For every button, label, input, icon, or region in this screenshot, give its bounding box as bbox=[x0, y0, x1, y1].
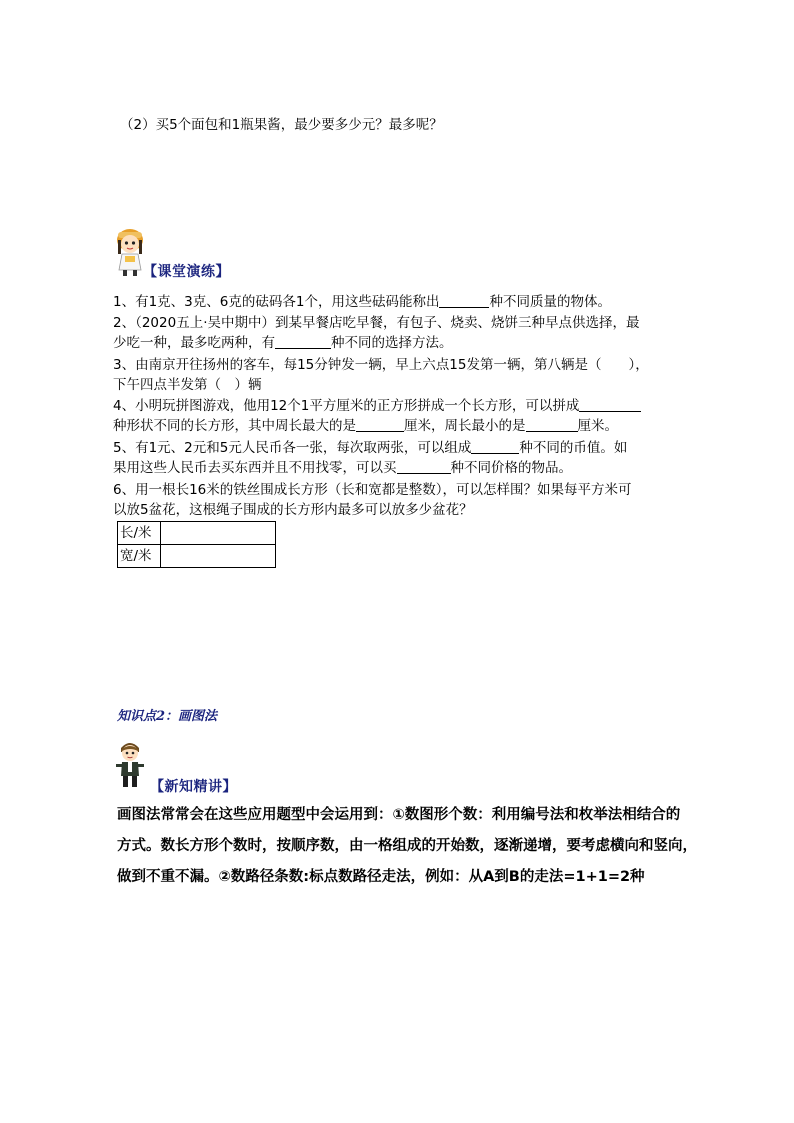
question-2: （2）买5个面包和1瓶果酱，最少要多少元？最多呢？ bbox=[120, 117, 443, 133]
table-row bbox=[118, 545, 276, 568]
answer-blank[interactable] bbox=[471, 439, 519, 454]
length-width-table bbox=[117, 521, 276, 568]
practice-q2-line1: 2、（2020五上·吴中期中）到某早餐店吃早餐，有包子、烧卖、烧饼三种早点供选择，最 bbox=[113, 315, 640, 331]
practice-q5-line1: 5、有1元、2元和5元人民币各一张，每次取两张，可以组成 种不同的币值。如 bbox=[113, 440, 628, 456]
practice-heading: 【课堂演练】 bbox=[143, 264, 230, 280]
practice-q5-line2: 果用这些人民币去买东西并且不用找零，可以买 种不同价格的物品。 bbox=[113, 460, 572, 476]
paragraph-line: 画图法常常会在这些应用题型中会运用到：①数图形个数：利用编号法和枚举法相结合的 bbox=[117, 807, 681, 823]
paragraph-line: 做到不重不漏。②数路径条数:标点数路径走法，例如：从A到B的走法=1+1=2种 bbox=[117, 869, 645, 885]
practice-q2-line2: 少吃一种，最多吃两种，有 种不同的选择方法。 bbox=[113, 335, 453, 351]
paragraph-line: 方式。数长方形个数时，按顺序数，由一格组成的开始数，逐渐递增，要考虑横向和竖向， bbox=[117, 838, 697, 854]
table-row bbox=[118, 522, 276, 545]
answer-blank[interactable] bbox=[397, 459, 451, 474]
practice-q6-line1: 6、用一根长16米的铁丝围成长方形（长和宽都是整数），可以怎样围？如果每平方米可 bbox=[113, 482, 632, 498]
table-cell[interactable] bbox=[161, 545, 276, 568]
practice-q4-line1: 4、小明玩拼图游戏，他用12个1平方厘米的正方形拼成一个长方形，可以拼成 bbox=[113, 396, 641, 416]
practice-q4-line2: 种形状不同的长方形，其中周长最大的是 厘米，周长最小的是 厘米。 bbox=[113, 418, 618, 434]
row-label-width: 宽/米 bbox=[118, 545, 161, 568]
row-label-length: 长/米 bbox=[118, 522, 161, 545]
new-knowledge-paragraph bbox=[117, 800, 777, 893]
practice-q3-line2: 下午四点半发第（ ）辆 bbox=[113, 377, 262, 393]
practice-q1: 1、有1克、3克、6克的砝码各1个，用这些砝码能称出 种不同质量的物体。 bbox=[113, 294, 611, 310]
answer-blank[interactable] bbox=[356, 417, 404, 432]
practice-q3-line1: 3、由南京开往扬州的客车，每15分钟发一辆，早上六点15发第一辆，第八辆是（ ）， bbox=[113, 357, 649, 373]
knowledge-point-title: 知识点2：画图法 bbox=[117, 709, 218, 724]
practice-q6-line2: 以放5盆花，这根绳子围成的长方形内最多可以放多少盆花？ bbox=[113, 502, 473, 518]
answer-blank[interactable] bbox=[526, 417, 578, 432]
boy-mascot-icon bbox=[113, 738, 147, 790]
new-knowledge-heading: 【新知精讲】 bbox=[150, 779, 237, 795]
answer-blank[interactable] bbox=[439, 293, 489, 308]
answer-blank[interactable] bbox=[579, 397, 641, 412]
table-cell[interactable] bbox=[161, 522, 276, 545]
answer-blank[interactable] bbox=[275, 334, 331, 349]
